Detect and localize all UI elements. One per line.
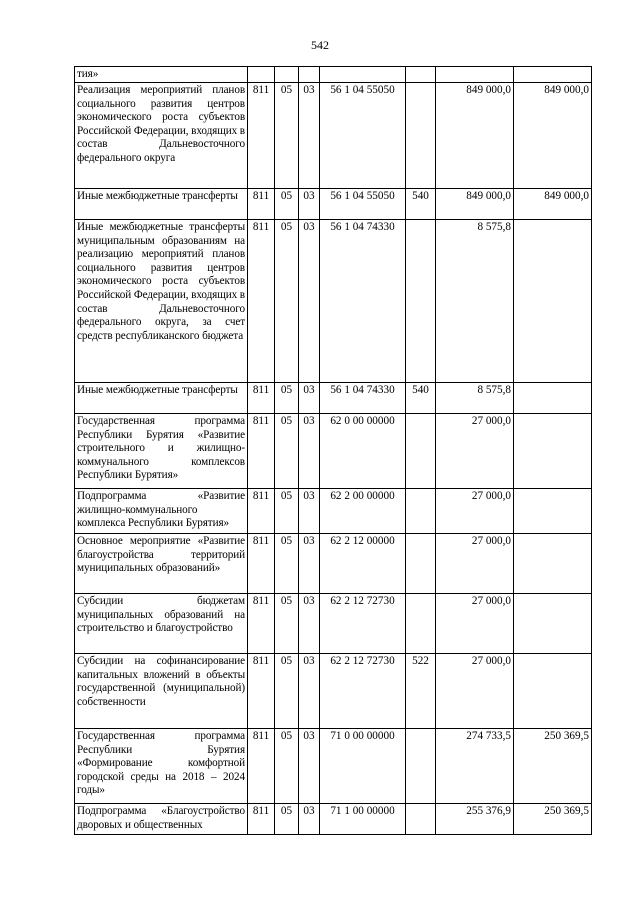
row-amount-year2 — [514, 534, 592, 594]
row-target-article: 62 2 12 00000 — [320, 534, 406, 594]
row-amount-year1: 27 000,0 — [436, 654, 514, 729]
row-amount-year2 — [514, 489, 592, 534]
row-section: 05 — [275, 534, 299, 594]
row-subsection: 03 — [299, 189, 320, 220]
row-expense-type — [406, 804, 436, 835]
table-row — [75, 83, 592, 189]
row-expense-type — [406, 220, 436, 383]
table-row — [75, 220, 592, 383]
row-amount-year2: 849 000,0 — [514, 189, 592, 220]
row-target-article: 56 1 04 55050 — [320, 189, 406, 220]
row-target-article: 71 1 00 00000 — [320, 804, 406, 835]
row-amount-year2 — [514, 594, 592, 654]
row-expense-type — [406, 83, 436, 189]
row-section — [275, 67, 299, 83]
row-ved: 811 — [248, 189, 275, 220]
row-subsection — [299, 67, 320, 83]
row-amount-year1 — [436, 67, 514, 83]
table-row — [75, 534, 592, 594]
row-ved: 811 — [248, 594, 275, 654]
row-target-article: 62 0 00 00000 — [320, 414, 406, 489]
row-amount-year2 — [514, 654, 592, 729]
row-section: 05 — [275, 220, 299, 383]
row-name: Реализация мероприятий планов социального развития центров экономического роста субъектов Российской Федерации, входящих в состав Дальневосточного федерального округа — [75, 83, 248, 189]
row-subsection: 03 — [299, 729, 320, 804]
row-amount-year1: 274 733,5 — [436, 729, 514, 804]
row-section: 05 — [275, 489, 299, 534]
row-section: 05 — [275, 729, 299, 804]
row-amount-year2: 250 369,5 — [514, 729, 592, 804]
row-target-article: 56 1 04 74330 — [320, 220, 406, 383]
row-amount-year2 — [514, 220, 592, 383]
row-name: Государственная программа Республики Бурятия «Развитие строительного и жилищно-коммунального комплексов Республики Бурятия» — [75, 414, 248, 489]
row-amount-year2 — [514, 414, 592, 489]
row-amount-year1: 849 000,0 — [436, 189, 514, 220]
table-row — [75, 383, 592, 414]
row-section: 05 — [275, 804, 299, 835]
row-ved: 811 — [248, 534, 275, 594]
row-amount-year1: 27 000,0 — [436, 414, 514, 489]
row-subsection: 03 — [299, 489, 320, 534]
row-ved: 811 — [248, 804, 275, 835]
row-subsection: 03 — [299, 654, 320, 729]
row-section: 05 — [275, 654, 299, 729]
row-amount-year1: 27 000,0 — [436, 489, 514, 534]
row-name: Иные межбюджетные трансферты — [75, 189, 248, 220]
row-target-article: 62 2 00 00000 — [320, 489, 406, 534]
table-row — [75, 489, 592, 534]
row-name: Иные межбюджетные трансферты — [75, 383, 248, 414]
row-ved: 811 — [248, 729, 275, 804]
row-subsection: 03 — [299, 220, 320, 383]
row-ved — [248, 67, 275, 83]
budget-table — [74, 66, 592, 835]
row-amount-year1: 27 000,0 — [436, 594, 514, 654]
row-ved: 811 — [248, 489, 275, 534]
row-amount-year2 — [514, 383, 592, 414]
row-ved: 811 — [248, 414, 275, 489]
row-name: Подпрограмма «Благоустройство дворовых и общественных — [75, 804, 248, 835]
row-expense-type — [406, 534, 436, 594]
row-amount-year1: 849 000,0 — [436, 83, 514, 189]
table-row — [75, 804, 592, 835]
row-target-article: 62 2 12 72730 — [320, 654, 406, 729]
row-expense-type — [406, 414, 436, 489]
row-ved: 811 — [248, 654, 275, 729]
row-amount-year1: 255 376,9 — [436, 804, 514, 835]
row-amount-year2 — [514, 67, 592, 83]
row-expense-type: 522 — [406, 654, 436, 729]
row-section: 05 — [275, 594, 299, 654]
row-subsection: 03 — [299, 414, 320, 489]
row-name: Иные межбюджетные трансферты муниципальным образованиям на реализацию мероприятий планов социального развития центров экономического роста субъектов Российской Федерации, входящих в состав Дальневосточного федерального округа, за счет средств республиканского бюджета — [75, 220, 248, 383]
row-ved: 811 — [248, 383, 275, 414]
row-subsection: 03 — [299, 534, 320, 594]
table-row — [75, 654, 592, 729]
row-subsection: 03 — [299, 83, 320, 189]
row-amount-year1: 8 575,8 — [436, 220, 514, 383]
table-row — [75, 67, 592, 83]
row-expense-type — [406, 594, 436, 654]
row-name: Основное мероприятие «Развитие благоустройства территорий муниципальных образований» — [75, 534, 248, 594]
row-subsection: 03 — [299, 594, 320, 654]
row-expense-type — [406, 729, 436, 804]
table-row — [75, 729, 592, 804]
row-target-article: 56 1 04 74330 — [320, 383, 406, 414]
table-row — [75, 594, 592, 654]
row-amount-year2: 250 369,5 — [514, 804, 592, 835]
row-target-article: 56 1 04 55050 — [320, 83, 406, 189]
page-number: 542 — [311, 38, 329, 52]
row-section: 05 — [275, 383, 299, 414]
row-ved: 811 — [248, 83, 275, 189]
table-row — [75, 414, 592, 489]
table-row — [75, 189, 592, 220]
row-name: Подпрограмма «Развитие жилищно-коммунального комплекса Республики Бурятия» — [75, 489, 248, 534]
row-name: Субсидии на софинансирование капитальных вложений в объекты государственной (муниципальной) собственности — [75, 654, 248, 729]
row-expense-type — [406, 489, 436, 534]
row-expense-type: 540 — [406, 383, 436, 414]
row-target-article: 62 2 12 72730 — [320, 594, 406, 654]
row-name: Субсидии бюджетам муниципальных образований на строительство и благоустройство — [75, 594, 248, 654]
row-amount-year1: 8 575,8 — [436, 383, 514, 414]
row-subsection: 03 — [299, 804, 320, 835]
row-name: тия» — [75, 67, 248, 83]
row-target-article: 71 0 00 00000 — [320, 729, 406, 804]
row-expense-type: 540 — [406, 189, 436, 220]
row-subsection: 03 — [299, 383, 320, 414]
row-amount-year2: 849 000,0 — [514, 83, 592, 189]
row-section: 05 — [275, 414, 299, 489]
row-section: 05 — [275, 189, 299, 220]
row-target-article — [320, 67, 406, 83]
row-amount-year1: 27 000,0 — [436, 534, 514, 594]
row-name: Государственная программа Республики Бурятия «Формирование комфортной городской среды на 2018 – 2024 годы» — [75, 729, 248, 804]
row-section: 05 — [275, 83, 299, 189]
row-ved: 811 — [248, 220, 275, 383]
row-expense-type — [406, 67, 436, 83]
